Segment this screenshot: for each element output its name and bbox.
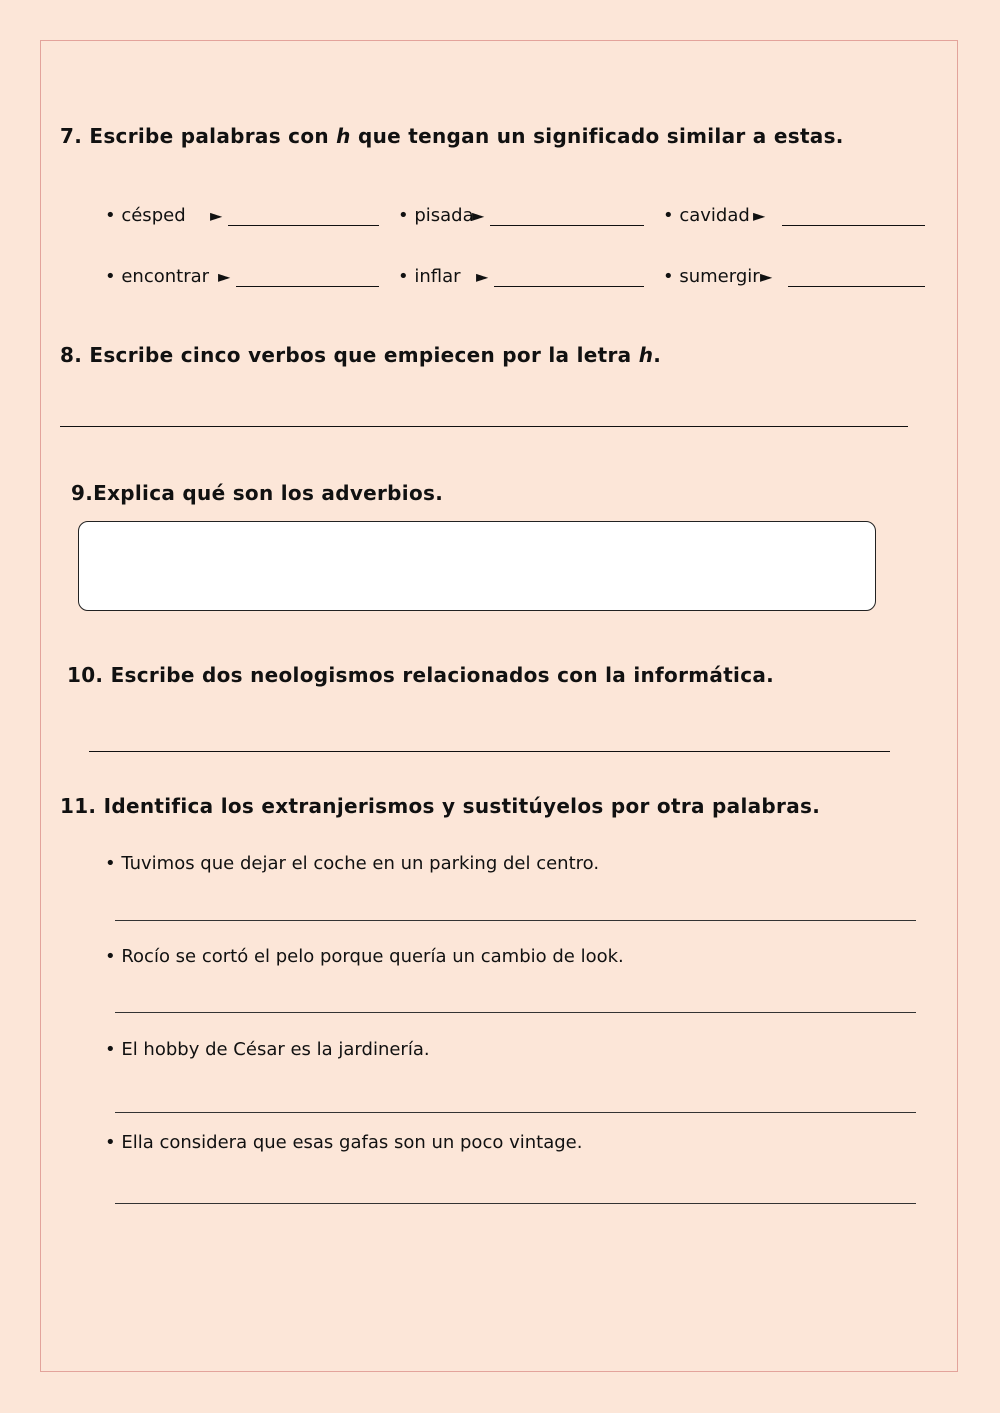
arrow-icon: ► xyxy=(218,267,231,286)
answer-line-sumergir[interactable] xyxy=(788,286,925,287)
answer-line-cavidad[interactable] xyxy=(782,225,925,226)
sentence-4: • Ella considera que esas gafas son un poco vintage. xyxy=(105,1132,583,1153)
answer-line-pisada[interactable] xyxy=(490,225,644,226)
answer-line-q8[interactable] xyxy=(60,426,908,427)
answer-line-inflar[interactable] xyxy=(494,286,644,287)
answer-line-s2[interactable] xyxy=(115,1012,916,1013)
arrow-icon: ► xyxy=(210,206,223,225)
answer-line-s3[interactable] xyxy=(115,1112,916,1113)
arrow-icon: ► xyxy=(753,206,766,225)
word-inflar: • inflar xyxy=(398,266,461,287)
sentence-3: • El hobby de César es la jardinería. xyxy=(105,1039,430,1060)
answer-box-q9[interactable] xyxy=(78,521,876,611)
answer-line-encontrar[interactable] xyxy=(236,286,379,287)
answer-line-s4[interactable] xyxy=(115,1203,916,1204)
word-cavidad: • cavidad xyxy=(663,205,750,226)
sentence-1: • Tuvimos que dejar el coche en un parking del centro. xyxy=(105,853,600,874)
answer-line-cesped[interactable] xyxy=(228,225,379,226)
question-11-title: 11. Identifica los extranjerismos y sustitúyelos por otra palabras. xyxy=(60,794,821,818)
word-cesped: • césped xyxy=(105,205,186,226)
word-pisada: • pisada xyxy=(398,205,474,226)
question-8-title: 8. Escribe cinco verbos que empiecen por la letra h. xyxy=(60,343,662,367)
arrow-icon: ► xyxy=(760,267,773,286)
word-encontrar: • encontrar xyxy=(105,266,210,287)
answer-line-q10[interactable] xyxy=(89,751,890,752)
word-sumergir: • sumergir xyxy=(663,266,760,287)
arrow-icon: ► xyxy=(476,267,489,286)
sentence-2: • Rocío se cortó el pelo porque quería un cambio de look. xyxy=(105,946,624,967)
question-10-title: 10. Escribe dos neologismos relacionados con la informática. xyxy=(67,663,775,687)
answer-line-s1[interactable] xyxy=(115,920,916,921)
question-7-title: 7. Escribe palabras con h que tengan un significado similar a estas. xyxy=(60,124,844,148)
arrow-icon: ► xyxy=(472,206,485,225)
page-border xyxy=(40,40,958,1372)
question-9-title: 9.Explica qué son los adverbios. xyxy=(71,481,444,505)
